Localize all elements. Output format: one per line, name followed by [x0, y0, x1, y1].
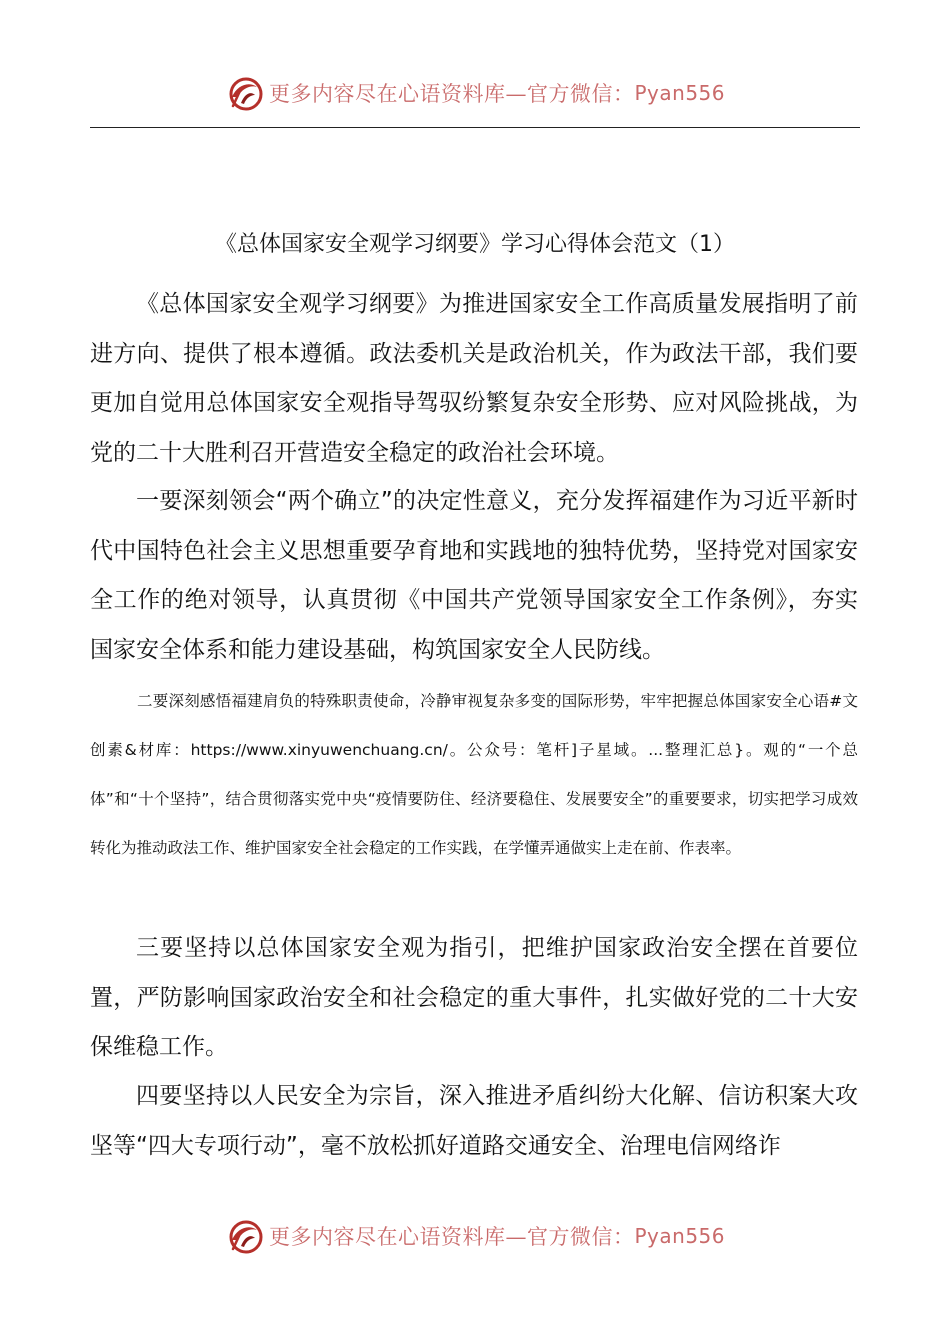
paragraph-4-block — [90, 924, 858, 1073]
header-wechat-id: Pyan556 — [634, 81, 725, 105]
header-banner — [0, 68, 950, 118]
header-divider — [90, 127, 860, 128]
paragraph-small: 二要深刻感悟福建肩负的特殊职责使命，冷静审视复杂多变的国际形势，牢牢把握总体国家安全心语#文创素&材库：https://www.xinyuwenchuang.cn/。公众号：笔杆]子星域。...整理汇总}。观的“一个总体”和“十个坚持”，结合贯彻落实党中央“疫情要防住、经济要稳住、发展要安全”的重要要求，切实把学习成效转化为推动政法工作、维护国家安全社会稳定的工作实践，在学懂弄通做实上走在前、作表率。 — [90, 692, 858, 857]
header-banner-text: 更多内容尽在心语资料库—官方微信： — [268, 82, 635, 106]
paragraph: 三要坚持以总体国家安全观为指引，把维护国家政治安全摆在首要位置，严防影响国家政治安全和社会稳定的重大事件，扎实做好党的二十大安保维稳工作。 — [90, 935, 858, 1060]
paragraph: 四要坚持以人民安全为宗旨，深入推进矛盾纠纷大化解、信访积案大攻坚等“四大专项行动”，毫不放松抓好道路交通安全、治理电信网络诈 — [90, 1083, 858, 1159]
paragraph-2-block — [90, 477, 858, 675]
paragraph-5-block — [90, 1072, 858, 1171]
footer-banner-text: 更多内容尽在心语资料库—官方微信： — [268, 1225, 635, 1249]
paragraph: 《总体国家安全观学习纲要》为推进国家安全工作高质量发展指明了前进方向、提供了根本遵循。政法委机关是政治机关，作为政法干部，我们要更加自觉用总体国家安全观指导驾驭纷繁复杂安全形势、应对风险挑战，为党的二十大胜利召开营造安全稳定的政治社会环境。 — [90, 291, 858, 466]
paragraph-3-block — [90, 677, 858, 873]
paragraph-1-block — [90, 280, 858, 478]
paragraph: 一要深刻领会“两个确立”的决定性意义，充分发挥福建作为习近平新时代中国特色社会主义思想重要孕育地和实践地的独特优势，坚持党对国家安全工作的绝对领导，认真贯彻《中国共产党领导国家安全工作条例》，夯实国家安全体系和能力建设基础，构筑国家安全人民防线。 — [90, 488, 858, 663]
footer-wechat-id: Pyan556 — [634, 1224, 725, 1248]
document-title: 《总体国家安全观学习纲要》学习心得体会范文（1） — [215, 232, 735, 257]
calligraphy-logo-icon — [225, 73, 265, 113]
footer-banner — [0, 1211, 950, 1261]
calligraphy-logo-icon — [225, 1216, 265, 1256]
